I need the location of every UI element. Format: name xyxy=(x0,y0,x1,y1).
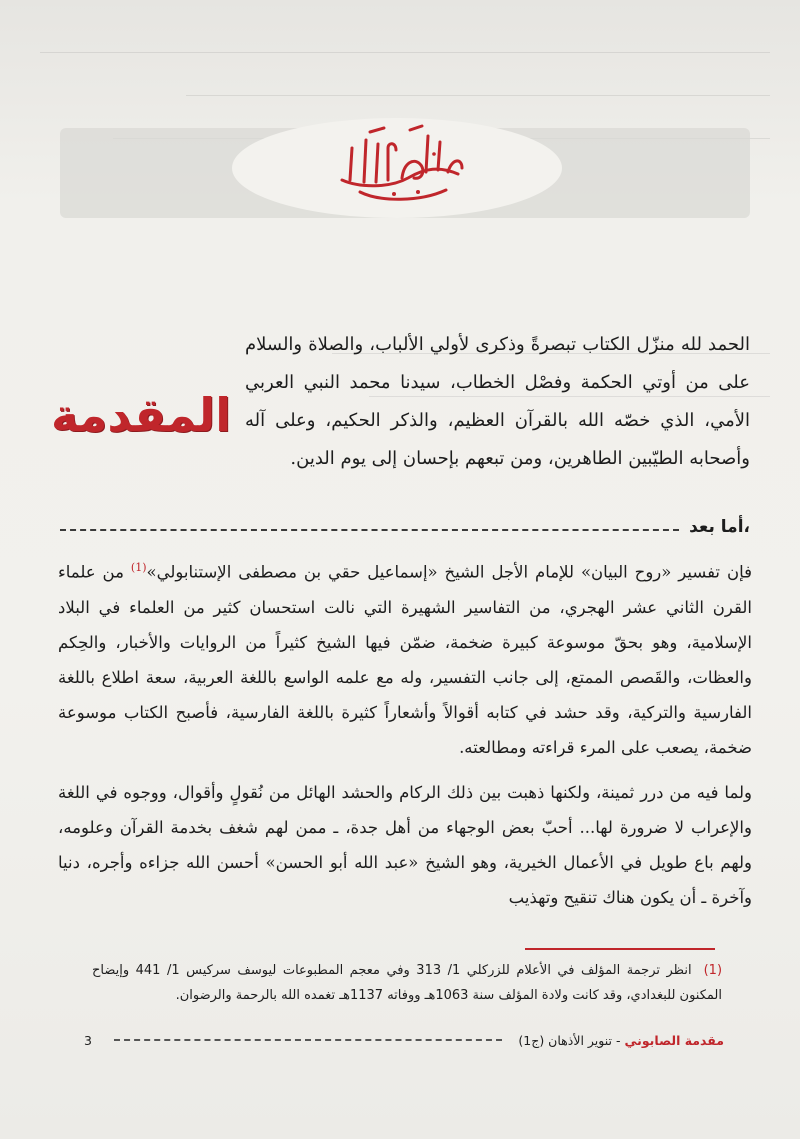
main-text xyxy=(58,550,752,915)
paragraph-2: ولما فيه من درر ثمينة، ولكنها ذهبت بين ذلك الركام والحشد الهائل من نُقولٍ وأقوال، ووجوه في اللغة والإعراب لا ضرورة لها... أحبّ بعض الوجهاء من أهل جدة، ـ ممن لهم شغف بخدمة القرآن وعلومه، ولهم باع طويل في الأعمال الخيرية، وهو الشيخ «عبد الله أبو الحسن» أحسن الله جزاءه وأجره، دنيا وآخرة ـ أن يكون هناك تنقيح وتهذيب xyxy=(58,782,752,907)
amma-baad-line xyxy=(60,512,750,542)
footnote xyxy=(92,958,722,1008)
page-title: المقدمة xyxy=(51,388,231,442)
footnote-number: (1) xyxy=(703,963,723,978)
amma-baad-label: أما بعد، xyxy=(689,517,750,537)
book-title: تنوير الأذهان (ج1) xyxy=(518,1032,612,1048)
page-number: 3 xyxy=(84,1032,92,1048)
section-name: مقدمة الصابوني xyxy=(624,1032,724,1048)
footnote-reference[interactable]: (1) xyxy=(130,561,147,574)
basmala-calligraphy xyxy=(330,118,470,208)
opening-praise: الحمد لله منزّل الكتاب تبصرةً وذكرى لأولي الألباب، والصلاة والسلام على من أوتي الحكمة وفصْل الخطاب، سيدنا محمد النبي العربي الأمي، الذي خصّه الله بالقرآن العظيم، والذكر الحكيم، وعلى آله وأصحابه الطيّبين الطاهرين، ومن تبعهم بإحسان إلى يوم الدين. xyxy=(245,334,750,469)
footer-separator: - xyxy=(615,1032,621,1048)
running-footer xyxy=(84,1028,724,1052)
footer-dashes xyxy=(114,1039,502,1041)
dashed-rule xyxy=(60,529,679,531)
paragraph-1: فإن تفسير «روح البيان» للإمام الأجل الشيخ «إسماعيل حقي بن مصطفى الإستنابولي»$^{(1)}$ من علماء القرن الثاني عشر الهجري، من التفاسير الشهيرة التي نالت استحسان كثير من العلماء في البلاد الإسلامية، وهو بحقّ موسوعة كبيرة ضخمة، ضمّن فيها الشيخ كثيراً من الروايات والأخبار، والحِكم والعظات، والقَصص الممتع، إلى جانب التفسير، وله مع علمه الواسع باللغة العربية، سعة اطلاع باللغة الفارسية والتركية، وقد حشد في كتابه أقوالاً وأشعاراً كثيرة باللغة الفارسية، فأصبح الكتاب موسوعة ضخمة، يصعب على المرء قراءته ومطالعته. xyxy=(58,561,752,757)
footnote-separator xyxy=(525,948,715,950)
footnote-text: انظر ترجمة المؤلف في الأعلام للزركلي 1/ 313 وفي معجم المطبوعات ليوسف سركيس 1/ 441 وإيضاح المكنون للبغدادي، وقد كانت ولادة المؤلف سنة 1063هـ ووفاته 1137هـ تغمده الله بالرحمة والرضوان. xyxy=(92,963,722,1003)
